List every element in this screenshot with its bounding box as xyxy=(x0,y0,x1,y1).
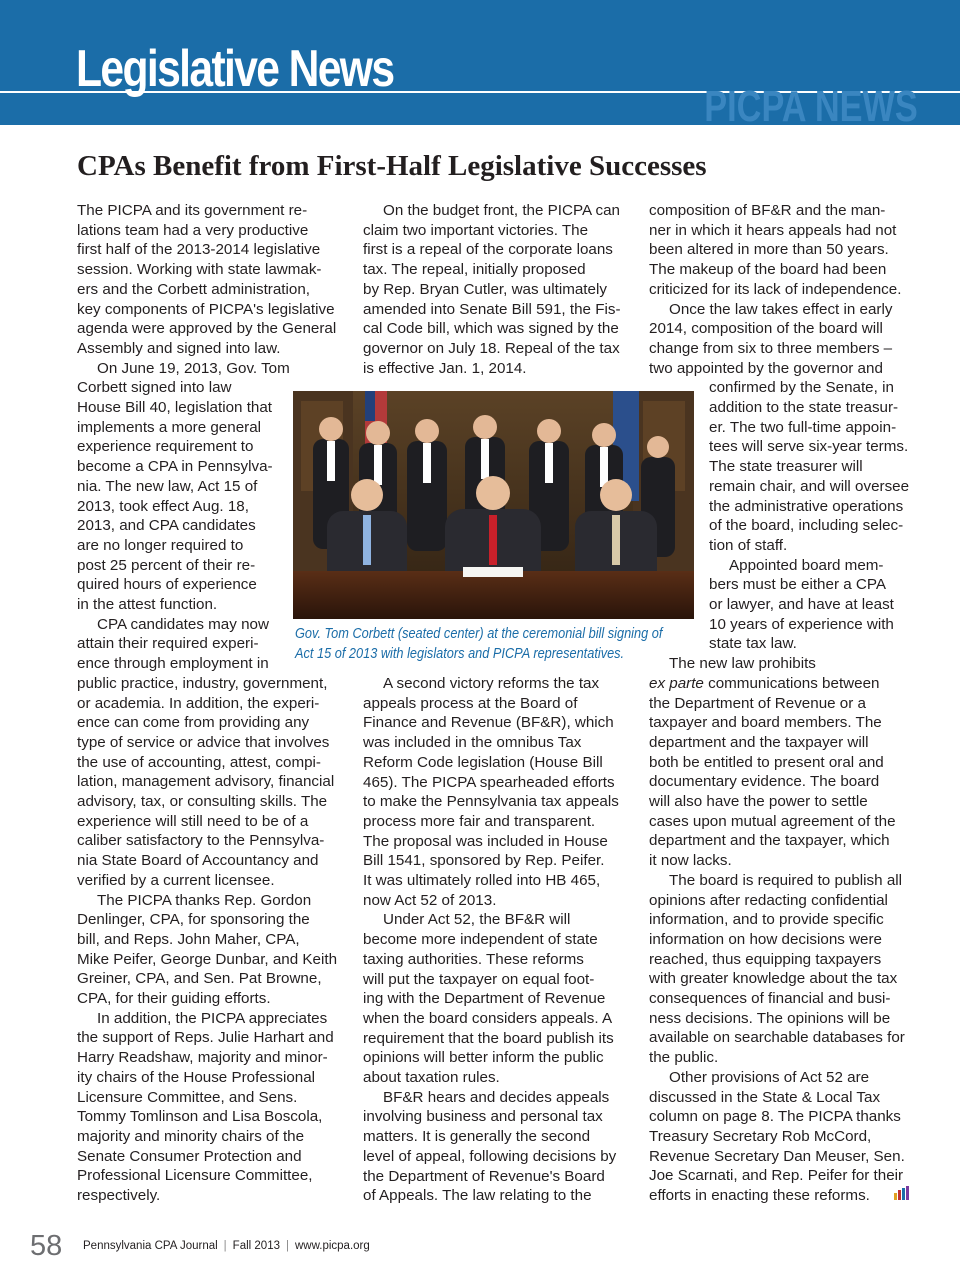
article-text-line: addition to the state treasur- xyxy=(709,399,899,416)
article-text-line: claim two important victories. The xyxy=(363,221,589,239)
article-text-line: In addition, the PICPA appreciates xyxy=(97,1009,328,1027)
article-text-line: lation, management advisory, financial xyxy=(77,773,335,791)
article-text-line: state tax law. xyxy=(709,635,797,653)
article-text-line: level of appeal, following decisions by xyxy=(363,1147,617,1165)
article-text-line: taxpayer and board members. The xyxy=(649,714,882,732)
article-text-line: verified by a current licensee. xyxy=(77,871,275,889)
article-text-line: governor on July 18. Repeal of the tax xyxy=(363,339,620,357)
article-text-line: majority and minority chairs of the xyxy=(77,1127,305,1145)
article-text-line: Revenue Secretary Dan Meuser, Sen. xyxy=(649,1147,905,1165)
section-title: Legislative News xyxy=(76,40,394,98)
article-text-line: consequences of financial and busi- xyxy=(649,990,891,1007)
article-text-line: The proposal was included in House xyxy=(363,832,608,850)
article-text-line: type of service or advice that involves xyxy=(77,733,330,751)
article-text-line: respectively. xyxy=(77,1187,161,1204)
article-text-line: become more independent of state xyxy=(363,931,598,949)
article-text-line: of Appeals. The law relating to the xyxy=(363,1187,592,1205)
article-text-line: confirmed by the Senate, in xyxy=(709,379,894,397)
article-text-line: become a CPA in Pennsylva- xyxy=(77,458,273,476)
page-number: 58 xyxy=(30,1230,63,1262)
article-text-line: or lawyer, and have at least xyxy=(709,596,894,613)
article-text-line: discussed in the State & Local Tax xyxy=(649,1088,881,1106)
article-text-line: Harry Readshaw, majority and minor- xyxy=(77,1049,328,1067)
article-text-line: available on searchable databases for xyxy=(649,1029,905,1047)
article-text-line: the public. xyxy=(649,1049,719,1067)
article-text-line: department and the taxpayer will xyxy=(649,733,869,751)
article-text-line: Reform Code legislation (House Bill xyxy=(363,753,603,771)
article-text-line: House Bill 40, legislation that xyxy=(77,399,273,416)
section-tag: PICPA NEWS xyxy=(704,82,918,131)
article-text-line: er. The two full-time appoin- xyxy=(709,418,897,436)
article-text-line: now Act 52 of 2013. xyxy=(363,891,497,909)
article-text-line: Licensure Committee, and Sens. xyxy=(77,1088,298,1106)
article-text-line: CPA candidates may now xyxy=(97,615,269,633)
article-text-line: Bill 1541, sponsored by Rep. Peifer. xyxy=(363,852,605,870)
article-text-line: reached, thus equipping taxpayers xyxy=(649,950,882,968)
article-text-line: session. Working with state lawmak- xyxy=(77,261,322,279)
article-text-line: efforts in enacting these reforms. xyxy=(649,1187,870,1204)
article-text-line: 2013, took effect Aug. 18, xyxy=(77,497,249,515)
bill-signing-photo xyxy=(293,391,694,619)
article-text-line: cases upon mutual agreement of the xyxy=(649,812,896,830)
article-text-line: are no longer required to xyxy=(77,536,244,554)
article-text-line: process more fair and transparent. xyxy=(363,812,596,830)
article-text-line: department and the taxpayer, which xyxy=(649,832,890,850)
article-text-line: the Department of Revenue or a xyxy=(649,694,866,712)
article-text-line: cal Code bill, which was signed by the xyxy=(363,320,619,338)
footer-url: www.picpa.org xyxy=(294,1240,370,1252)
article-text-line: Finance and Revenue (BF&R), which xyxy=(363,714,614,732)
article-text-line: 2013, and CPA candidates xyxy=(77,517,256,535)
article-text-line: requirement that the board publish its xyxy=(363,1029,614,1047)
article-text-line: criticized for its lack of independence. xyxy=(649,280,902,298)
footer-publication: Pennsylvania CPA Journal xyxy=(83,1240,218,1252)
article-text-line: when the board considers appeals. A xyxy=(363,1009,613,1027)
article-text-line: 465). The PICPA spearheaded efforts xyxy=(363,773,615,791)
article-text-line: it now lacks. xyxy=(649,852,732,870)
article-text-line: or academia. In addition, the experi- xyxy=(77,694,320,712)
article-text-line: experience requirement to xyxy=(77,438,254,456)
article-text-line: to make the Pennsylvania tax appeals xyxy=(363,793,619,811)
end-of-article-icon xyxy=(892,1185,912,1201)
article-text-line: ness decisions. The opinions will be xyxy=(649,1009,891,1027)
article-text-line: information on how decisions were xyxy=(649,930,882,948)
article-text-line: The board is required to publish all xyxy=(669,871,903,889)
article-text-line: ers and the Corbett administration, xyxy=(77,280,310,298)
article-text-line: caliber satisfactory to the Pennsylva- xyxy=(77,832,325,850)
article-text-line: Professional Licensure Committee, xyxy=(77,1167,313,1185)
article-text-line: information, and to provide specific xyxy=(649,911,884,929)
footer-publication-info xyxy=(83,1239,370,1253)
article-text-line: Other provisions of Act 52 are xyxy=(669,1068,870,1086)
article-text-line: nia. The new law, Act 15 of xyxy=(77,477,258,495)
article-text-line: first is a repeal of the corporate loans xyxy=(363,241,613,259)
article-text-line: opinions after redacting confidential xyxy=(649,891,888,909)
article-text-line: On the budget front, the PICPA can xyxy=(383,202,620,219)
article-text-line: attain their required experi- xyxy=(77,635,259,653)
footer-issue: Fall 2013 xyxy=(232,1240,280,1252)
footer-separator: | xyxy=(223,1240,227,1252)
article-text-line: On June 19, 2013, Gov. Tom xyxy=(97,359,290,377)
article-text-line: tion of staff. xyxy=(709,536,788,554)
article-text-line: Mike Peifer, George Dunbar, and Keith xyxy=(77,950,338,968)
article-text-line: agenda were approved by the General xyxy=(77,320,337,338)
article-headline: CPAs Benefit from First-Half Legislative Successes xyxy=(77,150,707,182)
article-text-line: experience will still need to be of a xyxy=(77,812,309,830)
article-text-line: about taxation rules. xyxy=(363,1069,500,1086)
article-text-line: The new law prohibits xyxy=(669,655,816,673)
article-text-line: CPA, for their guiding efforts. xyxy=(77,990,271,1007)
article-text-line: taxing authorities. These reforms xyxy=(363,950,584,968)
article-text-line: BF&R hears and decides appeals xyxy=(383,1088,610,1106)
article-text-line: documentary evidence. The board xyxy=(649,773,880,791)
article-text-line: will put the taxpayer on equal foot- xyxy=(363,970,595,988)
photo-caption-line: Act 15 of 2013 with legislators and PICPA representatives. xyxy=(295,646,625,662)
article-text-line: amended into Senate Bill 591, the Fis- xyxy=(363,300,621,318)
article-text-line: in the attest function. xyxy=(77,596,218,613)
article-text-line: A second victory reforms the tax xyxy=(383,675,600,692)
article-text-line: tees will serve six-year terms. xyxy=(709,438,909,456)
article-text-line: remain chair, and will oversee xyxy=(709,477,910,495)
article-text-line: bill, and Reps. John Maher, CPA, xyxy=(77,930,300,948)
article-text-line: Joe Scarnati, and Rep. Peifer for their xyxy=(649,1167,904,1185)
article-text-line: is effective Jan. 1, 2014. xyxy=(363,359,527,377)
article-text-line: Tommy Tomlinson and Lisa Boscola, xyxy=(77,1108,323,1126)
article-text-line: Denlinger, CPA, for sponsoring the xyxy=(77,911,310,929)
article-text-line: Under Act 52, the BF&R will xyxy=(383,911,571,929)
article-text-line: the support of Reps. Julie Harhart and xyxy=(77,1029,334,1047)
article-text-line: Greiner, CPA, and Sen. Pat Browne, xyxy=(77,970,322,988)
article-text-line: the Department of Revenue's Board xyxy=(363,1167,605,1185)
article-text-line: composition of BF&R and the man- xyxy=(649,202,886,219)
italic-phrase: ex parte xyxy=(649,674,704,692)
article-text-line: Once the law takes effect in early xyxy=(669,300,893,318)
article-text-line: involving business and personal tax xyxy=(363,1108,603,1126)
article-text-line: first half of the 2013-2014 legislative xyxy=(77,241,321,259)
article-text-line: It was ultimately rolled into HB 465, xyxy=(363,872,601,889)
article-text-line: ex parte communications between xyxy=(649,674,880,692)
article-text-line: implements a more general xyxy=(77,418,262,436)
article-text-line: bers must be either a CPA xyxy=(709,576,886,594)
article-text-line: opinions will better inform the public xyxy=(363,1049,604,1067)
article-text-line: The PICPA thanks Rep. Gordon xyxy=(97,891,312,909)
article-text-line: the administrative operations xyxy=(709,497,904,515)
article-text-line: was included in the omnibus Tax xyxy=(363,734,582,752)
article-text-line: nia State Board of Accountancy and xyxy=(77,852,319,870)
article-text-line: matters. It is generally the second xyxy=(363,1128,591,1146)
footer-separator: | xyxy=(285,1240,289,1252)
article-text-line: 2014, composition of the board will xyxy=(649,320,883,338)
article-text-line: key components of PICPA's legislative xyxy=(77,300,335,318)
article-text-line: The state treasurer will xyxy=(709,458,863,476)
article-text-line: Senate Consumer Protection and xyxy=(77,1147,302,1165)
article-text-line: been altered in more than 50 years. xyxy=(649,241,889,259)
article-text-line: The PICPA and its government re- xyxy=(77,202,308,219)
article-text-line: ence through employment in xyxy=(77,655,269,673)
article-text-line: by Rep. Bryan Cutler, was ultimately xyxy=(363,280,607,298)
article-text-line: post 25 percent of their re- xyxy=(77,556,256,574)
article-text-line: the use of accounting, attest, compi- xyxy=(77,753,321,771)
article-text-line: lations team had a very productive xyxy=(77,221,309,239)
article-text-line: public practice, industry, government, xyxy=(77,674,328,692)
article-text-line: of the board, including selec- xyxy=(709,517,904,535)
article-text-line: two appointed by the governor and xyxy=(649,359,883,377)
article-text-line: ence can come from providing any xyxy=(77,714,310,732)
article-text-line: Appointed board mem- xyxy=(729,556,884,574)
article-text-line: tax. The repeal, initially proposed xyxy=(363,261,586,279)
article-text-line: advisory, tax, or consulting skills. The xyxy=(77,793,328,810)
article-text-line: with greater knowledge about the tax xyxy=(649,970,898,988)
article-text-line: The makeup of the board had been xyxy=(649,261,887,279)
article-text-line: Corbett signed into law xyxy=(77,379,232,397)
article-text-line: will also have the power to settle xyxy=(649,793,868,810)
article-text-line: ity chairs of the House Professional xyxy=(77,1068,316,1086)
article-text-line: Assembly and signed into law. xyxy=(77,339,281,357)
article-text-line: ner in which it hears appeals had not xyxy=(649,221,897,239)
article-text-line: 10 years of experience with xyxy=(709,615,894,633)
article-text-line: quired hours of experience xyxy=(77,576,257,594)
article-text-line: change from six to three members – xyxy=(649,339,893,357)
photo-caption-line: Gov. Tom Corbett (seated center) at the ceremonial bill signing of xyxy=(295,626,663,642)
article-text-line: column on page 8. The PICPA thanks xyxy=(649,1108,901,1126)
article-text-line: Treasury Secretary Rob McCord, xyxy=(649,1127,872,1145)
article-text-line: both be entitled to present oral and xyxy=(649,753,884,771)
article-text-line: ing with the Department of Revenue xyxy=(363,990,606,1008)
article-text-line: appeals process at the Board of xyxy=(363,694,578,712)
